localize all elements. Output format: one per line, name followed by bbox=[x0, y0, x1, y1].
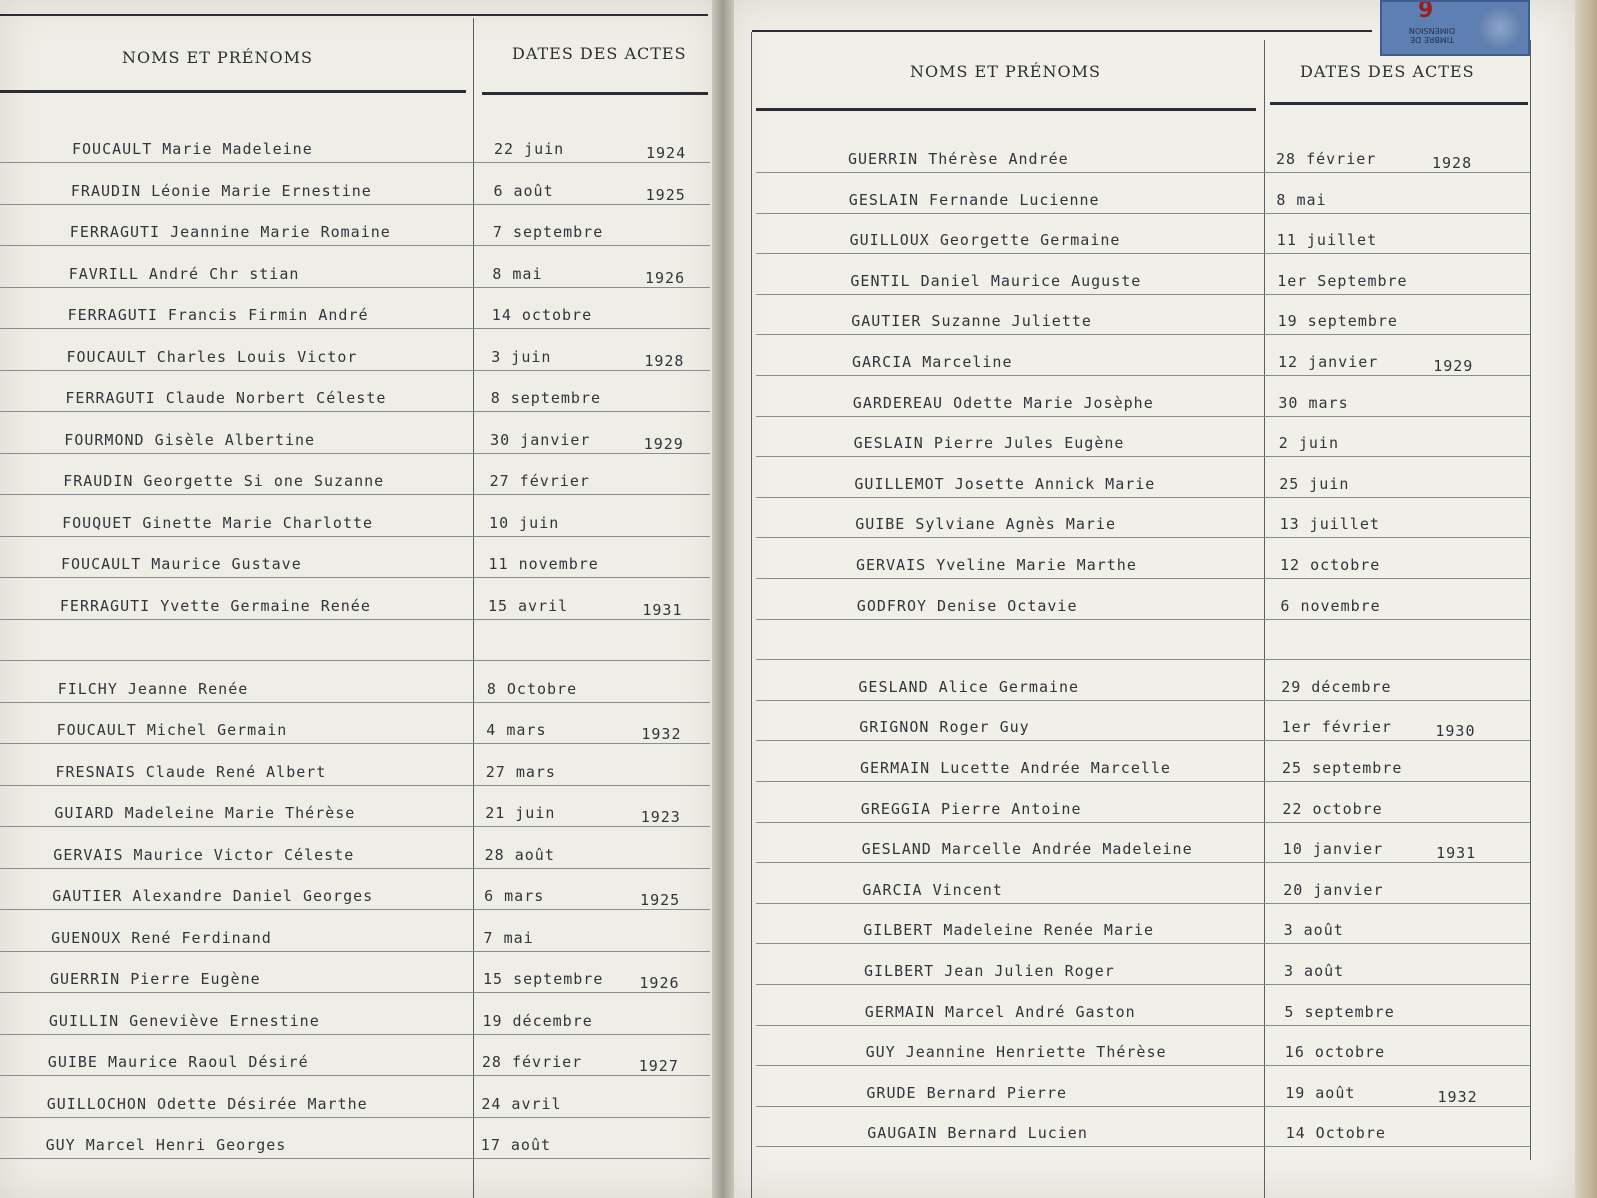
left-header-rule-dates bbox=[482, 92, 708, 95]
register-date: 16 octobre bbox=[1284, 1043, 1386, 1062]
register-date: 7 septembre bbox=[492, 223, 604, 241]
register-date: 24 avril bbox=[481, 1094, 562, 1113]
row-rule bbox=[756, 1025, 1530, 1026]
register-date: 28 février bbox=[1276, 150, 1377, 168]
register-name: GERMAIN Marcel André Gaston bbox=[864, 1002, 1136, 1021]
right-right-border bbox=[1530, 40, 1531, 1160]
row-rule bbox=[756, 903, 1530, 904]
register-date: 25 septembre bbox=[1282, 759, 1403, 777]
register-date: 6 mars bbox=[484, 887, 545, 905]
register-date: 8 mai bbox=[1276, 190, 1327, 209]
register-date: 19 août bbox=[1285, 1083, 1356, 1102]
register-name: GUIBE Sylviane Agnès Marie bbox=[855, 515, 1116, 534]
register-date: 30 janvier bbox=[490, 430, 591, 449]
register-date: 11 juillet bbox=[1276, 231, 1378, 250]
row-rule bbox=[0, 411, 710, 412]
row-rule bbox=[756, 984, 1530, 985]
row-rule bbox=[0, 328, 710, 329]
register-name: GRIGNON Roger Guy bbox=[859, 718, 1030, 737]
register-date: 12 octobre bbox=[1280, 556, 1381, 574]
row-rule bbox=[756, 213, 1530, 214]
register-date: 8 Octobre bbox=[486, 679, 578, 698]
register-date: 3 juin bbox=[491, 347, 552, 366]
row-rule bbox=[756, 781, 1530, 782]
register-year: 1926 bbox=[639, 974, 680, 992]
register-date: 6 août bbox=[493, 181, 554, 200]
register-date: 17 août bbox=[480, 1136, 552, 1154]
register-name: FAVRILL André Chr stian bbox=[68, 264, 300, 283]
row-rule bbox=[756, 416, 1530, 417]
row-rule bbox=[0, 909, 710, 910]
register-name: FOURMOND Gisèle Albertine bbox=[64, 430, 316, 449]
register-date: 10 janvier bbox=[1282, 840, 1384, 859]
register-date: 27 février bbox=[489, 472, 590, 490]
register-date: 3 août bbox=[1284, 962, 1345, 980]
register-name: FRAUDIN Léonie Marie Ernestine bbox=[70, 181, 372, 200]
register-date: 6 novembre bbox=[1280, 596, 1381, 615]
row-rule bbox=[756, 375, 1530, 376]
register-name: GILBERT Madeleine Renée Marie bbox=[863, 921, 1155, 940]
row-rule bbox=[0, 660, 710, 661]
register-name: FRESNAIS Claude René Albert bbox=[55, 762, 327, 781]
row-rule bbox=[0, 826, 710, 827]
row-rule bbox=[756, 578, 1530, 579]
left-header-dates: DATES DES ACTES bbox=[512, 44, 687, 63]
row-rule bbox=[0, 536, 710, 537]
register-name: GUY Marcel Henri Georges bbox=[45, 1136, 287, 1154]
page-edge bbox=[1575, 0, 1597, 1198]
row-rule bbox=[0, 1034, 710, 1035]
row-rule bbox=[0, 619, 710, 620]
row-rule bbox=[0, 743, 710, 744]
register-name: GUILLOUX Georgette Germaine bbox=[849, 231, 1121, 250]
register-name: GUENOUX René Ferdinand bbox=[51, 928, 272, 947]
register-date: 1er février bbox=[1281, 718, 1392, 737]
register-name: FERRAGUTI Jeannine Marie Romaine bbox=[69, 223, 391, 241]
register-date: 21 juin bbox=[485, 804, 556, 822]
register-date: 20 janvier bbox=[1283, 880, 1384, 899]
register-year: 1923 bbox=[640, 808, 681, 826]
register-year: 1924 bbox=[646, 144, 687, 162]
register-name: GARCIA Vincent bbox=[862, 880, 1003, 899]
row-rule bbox=[756, 172, 1530, 173]
row-rule bbox=[756, 619, 1530, 620]
register-name: GARCIA Marceline bbox=[852, 353, 1013, 371]
row-rule bbox=[756, 334, 1530, 335]
register-date: 28 février bbox=[481, 1053, 583, 1071]
register-year: 1929 bbox=[1433, 357, 1474, 375]
row-rule bbox=[756, 294, 1530, 295]
register-name: GAUTIER Alexandre Daniel Georges bbox=[52, 887, 374, 905]
register-year: 1931 bbox=[642, 600, 683, 619]
left-header-rule bbox=[0, 90, 466, 93]
register-name: GESLAND Marcelle Andrée Madeleine bbox=[861, 840, 1193, 859]
row-rule bbox=[756, 659, 1530, 660]
register-name: GUILLOCHON Odette Désirée Marthe bbox=[46, 1094, 368, 1113]
register-date: 2 juin bbox=[1278, 434, 1339, 453]
register-year: 1932 bbox=[641, 725, 682, 743]
register-name: GUIBE Maurice Raoul Désiré bbox=[47, 1053, 309, 1071]
row-rule bbox=[0, 204, 710, 205]
stamp-text: TIMBRE DE DIMENSION bbox=[1408, 26, 1456, 44]
register-name: GENTIL Daniel Maurice Auguste bbox=[850, 271, 1142, 290]
register-name: FERRAGUTI Yvette Germaine Renée bbox=[59, 596, 371, 615]
row-rule bbox=[0, 1158, 710, 1159]
register-date: 19 décembre bbox=[482, 1011, 593, 1030]
row-rule bbox=[0, 951, 710, 952]
register-name: GAUGAIN Bernard Lucien bbox=[867, 1124, 1088, 1143]
row-rule bbox=[756, 456, 1530, 457]
register-name: FOUCAULT Michel Germain bbox=[56, 721, 288, 739]
register-name: GUIARD Madeleine Marie Thérèse bbox=[54, 804, 356, 822]
stamp-emblem bbox=[1478, 6, 1522, 50]
right-header-rule-dates bbox=[1270, 102, 1528, 105]
row-rule bbox=[756, 700, 1530, 701]
register-name: FRAUDIN Georgette Si one Suzanne bbox=[63, 472, 385, 490]
stamp-number: 9 bbox=[1418, 0, 1434, 23]
row-rule bbox=[756, 1065, 1530, 1066]
register-year: 1926 bbox=[645, 268, 686, 287]
right-left-border bbox=[751, 32, 752, 1198]
register-year: 1931 bbox=[1436, 844, 1477, 863]
register-name: GUILLEMOT Josette Annick Marie bbox=[854, 474, 1156, 493]
row-rule bbox=[756, 1106, 1530, 1107]
left-top-rule bbox=[0, 14, 708, 16]
register-year: 1925 bbox=[645, 185, 686, 204]
register-year: 1925 bbox=[640, 891, 681, 909]
row-rule bbox=[0, 702, 710, 703]
register-date: 7 mai bbox=[483, 928, 534, 947]
register-name: FERRAGUTI Francis Firmin André bbox=[67, 306, 369, 324]
register-year: 1928 bbox=[644, 351, 685, 370]
register-date: 27 mars bbox=[485, 762, 556, 781]
right-header-names: NOMS ET PRÉNOMS bbox=[910, 62, 1101, 81]
row-rule bbox=[0, 453, 710, 454]
row-rule bbox=[0, 868, 710, 869]
row-rule bbox=[0, 494, 710, 495]
row-rule bbox=[0, 370, 710, 371]
register-name: FOUQUET Ginette Marie Charlotte bbox=[62, 513, 374, 532]
register-date: 19 septembre bbox=[1277, 312, 1398, 331]
register-date: 29 décembre bbox=[1281, 677, 1392, 696]
register-name: GUERRIN Pierre Eugène bbox=[50, 970, 261, 988]
row-rule bbox=[0, 287, 710, 288]
register-date: 22 juin bbox=[494, 140, 565, 158]
register-date: 12 janvier bbox=[1278, 353, 1379, 371]
register-year: 1932 bbox=[1437, 1087, 1478, 1106]
register-name: GARDEREAU Odette Marie Josèphe bbox=[852, 393, 1154, 412]
register-name: GESLAND Alice Germaine bbox=[858, 677, 1080, 696]
book-spine bbox=[712, 0, 734, 1198]
register-name: GERMAIN Lucette Andrée Marcelle bbox=[860, 759, 1171, 777]
register-name: GAUTIER Suzanne Juliette bbox=[851, 312, 1092, 331]
register-year: 1929 bbox=[643, 434, 684, 453]
left-column-divider bbox=[473, 18, 474, 1198]
register-name: GERVAIS Maurice Victor Céleste bbox=[53, 845, 355, 864]
register-date: 15 septembre bbox=[483, 970, 604, 988]
register-date: 22 octobre bbox=[1282, 799, 1383, 818]
register-date: 11 novembre bbox=[488, 555, 599, 573]
register-name: FILCHY Jeanne Renée bbox=[57, 679, 249, 698]
register-name: GUY Jeannine Henriette Thérèse bbox=[865, 1043, 1167, 1062]
register-date: 14 octobre bbox=[491, 306, 593, 324]
row-rule bbox=[0, 992, 710, 993]
right-header-rule bbox=[756, 108, 1256, 111]
register-date: 28 août bbox=[484, 845, 555, 864]
register-date: 14 Octobre bbox=[1285, 1124, 1386, 1143]
register-name: GESLAIN Fernande Lucienne bbox=[848, 190, 1100, 209]
register-date: 1er Septembre bbox=[1277, 271, 1408, 290]
register-name: FOUCAULT Maurice Gustave bbox=[61, 555, 302, 573]
register-date: 13 juillet bbox=[1279, 515, 1380, 534]
row-rule bbox=[756, 537, 1530, 538]
register-name: GUILLIN Geneviève Ernestine bbox=[48, 1011, 320, 1030]
left-header-names: NOMS ET PRÉNOMS bbox=[122, 48, 313, 67]
row-rule bbox=[0, 162, 710, 163]
row-rule bbox=[756, 740, 1530, 741]
register-date: 8 mai bbox=[492, 264, 543, 283]
register-date: 8 septembre bbox=[490, 389, 602, 407]
fiscal-stamp bbox=[1380, 0, 1530, 56]
register-name: GREGGIA Pierre Antoine bbox=[860, 799, 1082, 818]
row-rule bbox=[756, 1146, 1530, 1147]
row-rule bbox=[756, 862, 1530, 863]
right-header-dates: DATES DES ACTES bbox=[1300, 62, 1475, 81]
row-rule bbox=[0, 577, 710, 578]
row-rule bbox=[756, 943, 1530, 944]
register-year: 1927 bbox=[638, 1057, 679, 1075]
row-rule bbox=[0, 1075, 710, 1076]
register-name: FERRAGUTI Claude Norbert Céleste bbox=[65, 389, 387, 407]
row-rule bbox=[0, 785, 710, 786]
row-rule bbox=[756, 822, 1530, 823]
right-top-rule bbox=[752, 30, 1372, 32]
register-name: GILBERT Jean Julien Roger bbox=[864, 962, 1115, 980]
register-year: 1930 bbox=[1435, 722, 1476, 741]
register-name: GESLAIN Pierre Jules Eugène bbox=[853, 434, 1125, 453]
register-name: GRUDE Bernard Pierre bbox=[866, 1083, 1068, 1102]
register-name: GODFROY Denise Octavie bbox=[856, 596, 1078, 615]
row-rule bbox=[756, 253, 1530, 254]
row-rule bbox=[0, 245, 710, 246]
register-name: GUERRIN Thérèse Andrée bbox=[848, 150, 1069, 168]
row-rule bbox=[0, 1117, 710, 1118]
register-date: 30 mars bbox=[1278, 393, 1349, 412]
register-date: 15 avril bbox=[487, 596, 569, 615]
register-date: 3 août bbox=[1283, 921, 1344, 940]
register-year: 1928 bbox=[1432, 154, 1473, 172]
register-date: 5 septembre bbox=[1284, 1002, 1395, 1021]
row-rule bbox=[756, 497, 1530, 498]
register-name: FOUCAULT Charles Louis Victor bbox=[66, 347, 358, 366]
register-name: FOUCAULT Marie Madeleine bbox=[72, 140, 313, 158]
register-name: GERVAIS Yveline Marie Marthe bbox=[856, 556, 1137, 574]
register-date: 4 mars bbox=[486, 721, 547, 739]
register-date: 10 juin bbox=[489, 513, 560, 532]
register-date: 25 juin bbox=[1279, 474, 1350, 493]
